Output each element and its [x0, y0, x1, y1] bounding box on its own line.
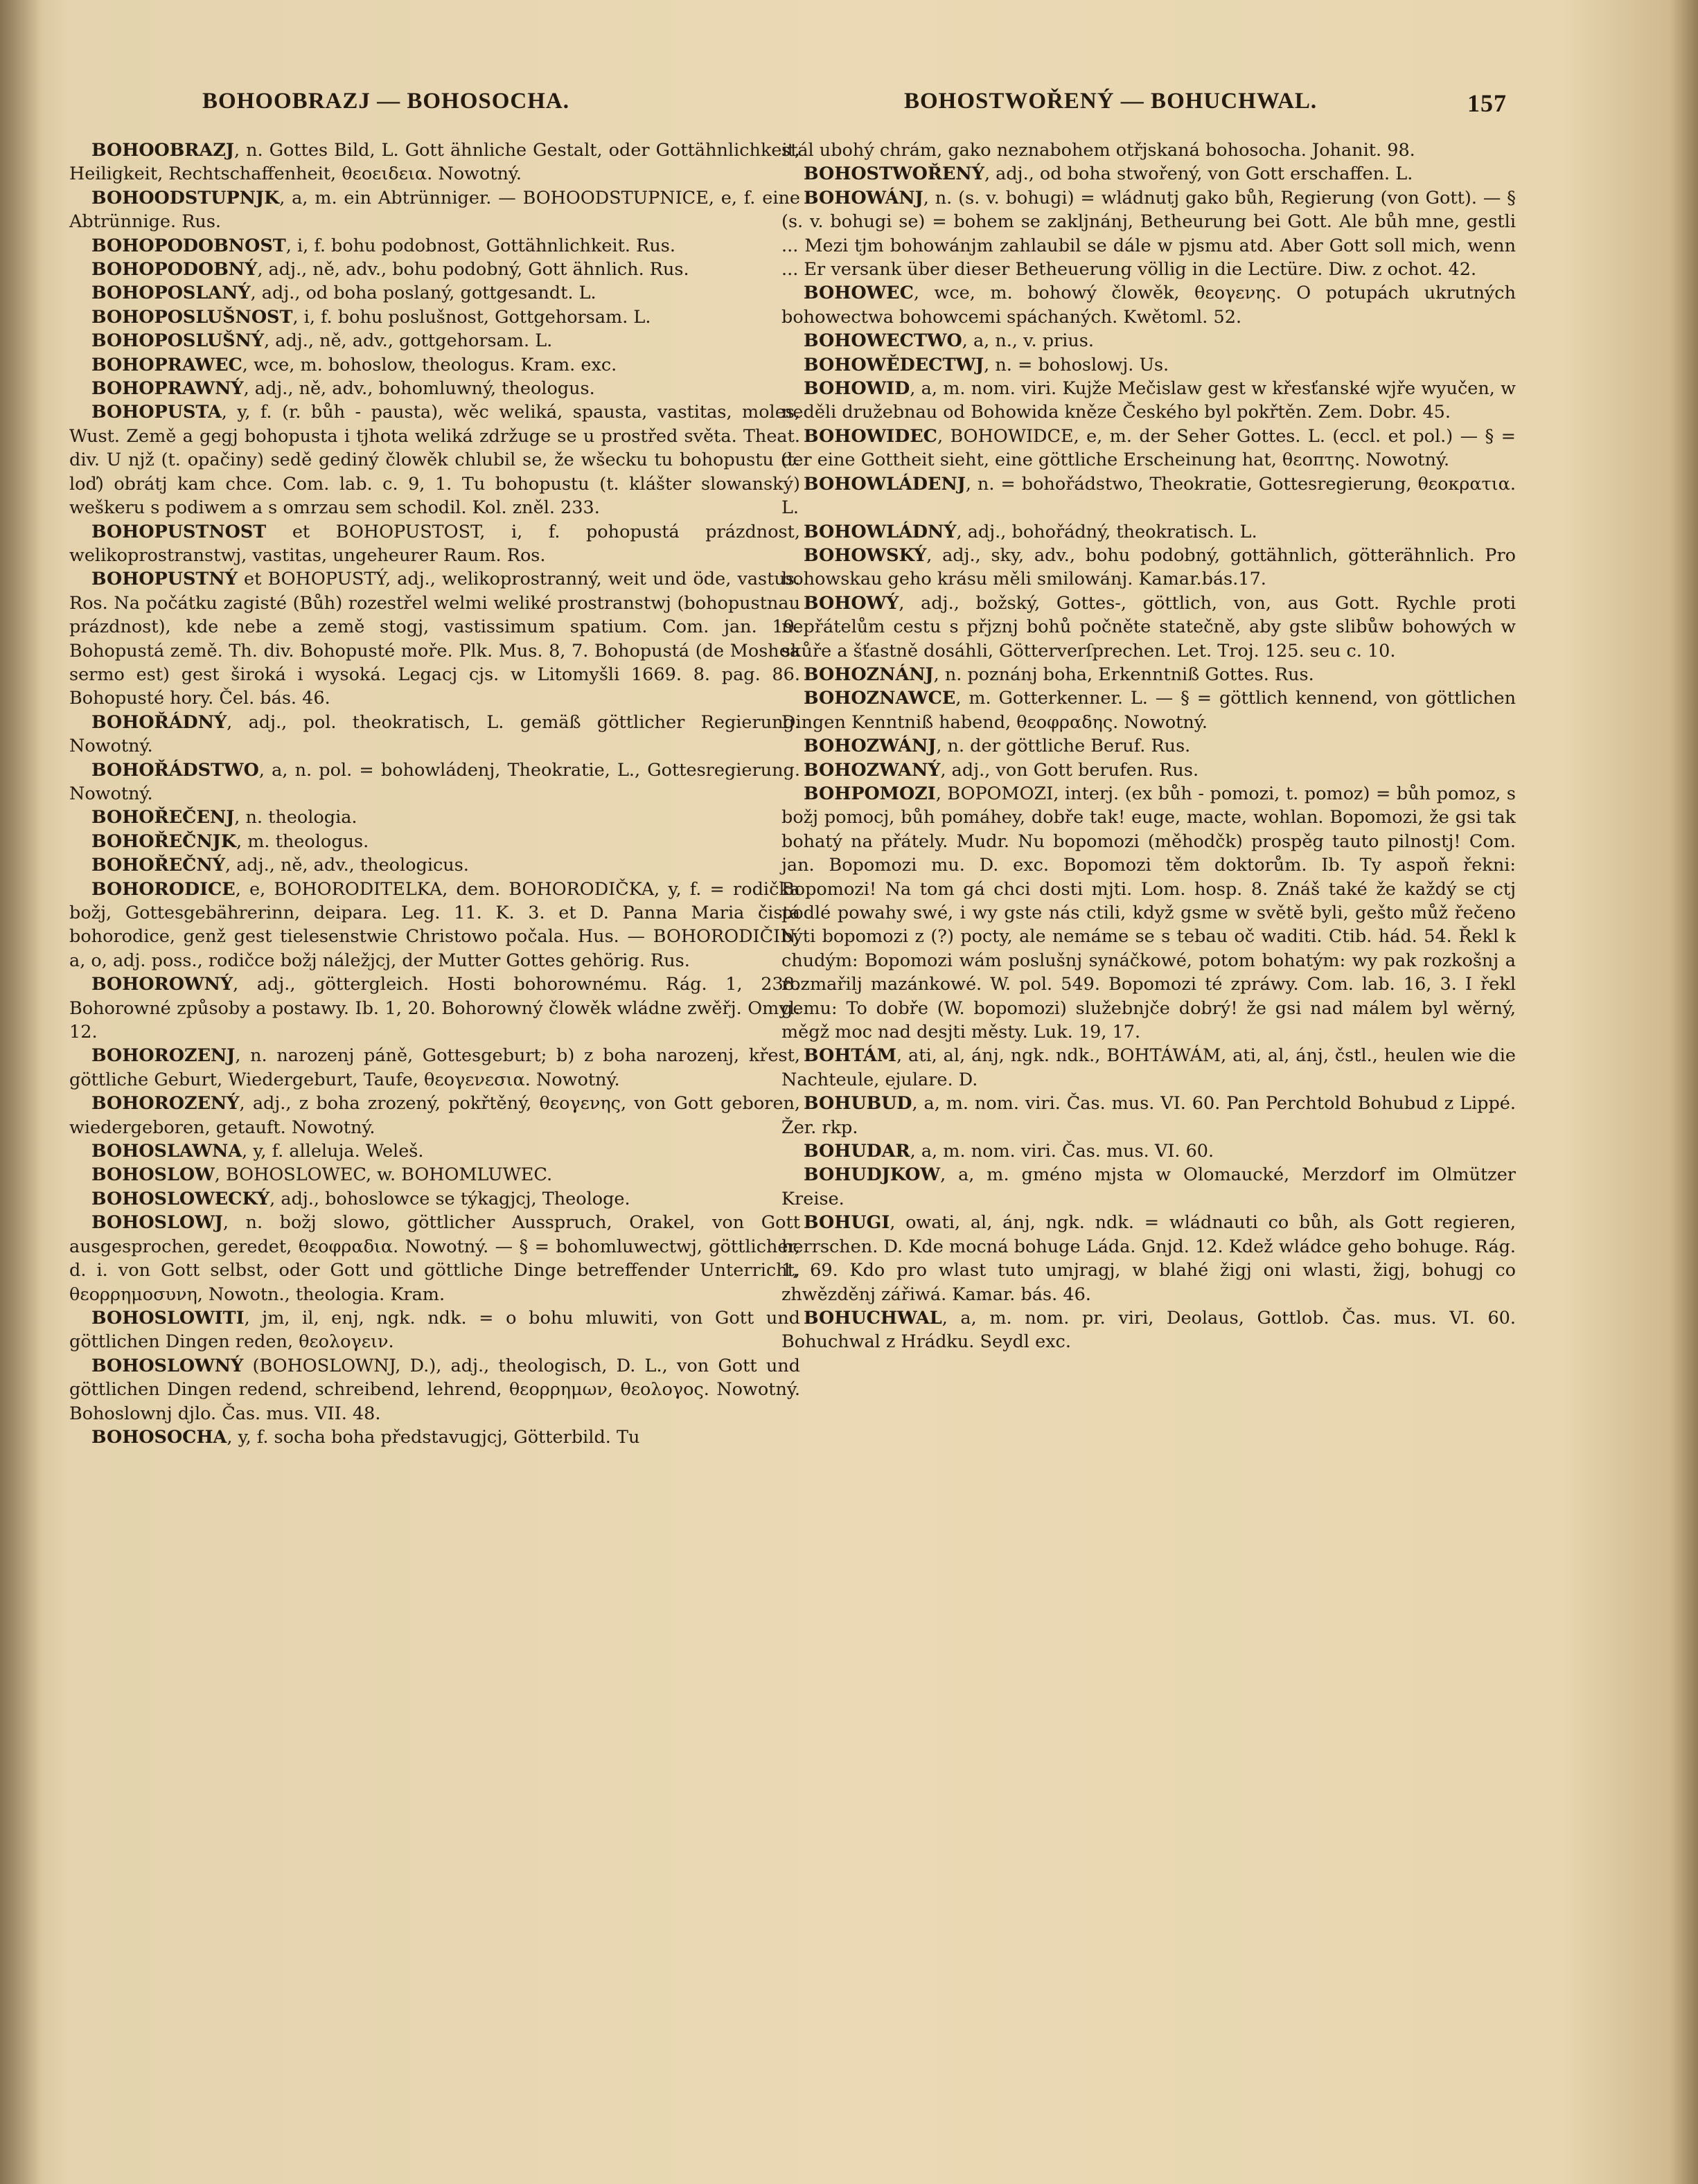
- entry-body: , adj., od boha poslaný, gottgesandt. L.: [250, 283, 596, 304]
- dictionary-entry: [69, 400, 800, 520]
- entry-body: , wce, m. bohoslow, theologus. Kram. exc.: [242, 354, 617, 375]
- entry-body: , a, n., v. prius.: [962, 330, 1094, 352]
- entry-body: , a, m. ein Abtrünniger. — BOHOODSTUPNICE, e, f. eine Abtrünnige. Rus.: [69, 187, 800, 233]
- dictionary-entry: [781, 162, 1516, 186]
- entry-body: , n. = bohoslowj. Us.: [984, 354, 1169, 375]
- dictionary-entry: [781, 592, 1516, 663]
- dictionary-entry: [781, 281, 1516, 329]
- entry-headword: BOHOPUSTA: [91, 402, 222, 423]
- dictionary-entry: [69, 830, 800, 853]
- entry-body: , adj., göttergleich. Hosti bohorownému. Rág. 1, 238. Bohorowné způsoby a postawy. Ib. 1, 20. Bohorowný člowěk wládne zwěřj. Omyl. 12.: [69, 974, 800, 1043]
- entry-body: , i, f. bohu podobnost, Gottähnlichkeit. Rus.: [285, 235, 675, 256]
- dictionary-entry: [69, 139, 800, 186]
- dictionary-entry: [69, 281, 800, 305]
- dictionary-entry: [69, 1139, 800, 1163]
- entry-body: , e, BOHORODITELKA, dem. BOHORODIČKA, y, f. = rodička božj, Gottesgebährerinn, deipara. Leg. 11. K. 3. et D. Panna Maria čistá bohorodice, genž gest tielesenstwie Christowo počala. Hus. — BOHORODIČIN, a, o, adj. poss., rodičce božj náležjcj, der Mutter Gottes gehörig. Rus.: [69, 878, 800, 971]
- entry-headword: BOHOPOSLUŠNÝ: [91, 330, 265, 352]
- entry-body: , adj., bohoslowce se týkagjcj, Theologe.: [269, 1188, 630, 1209]
- dictionary-entry: [69, 853, 800, 877]
- entry-headword: BOHOPOSLANÝ: [91, 283, 251, 304]
- entry-headword: BOHUDJKOW: [804, 1164, 941, 1186]
- entry-headword: BOHOOBRAZJ: [91, 140, 234, 161]
- entry-body: , adj., pol. theokratisch, L. gemäß göttlicher Regierung. Nowotný.: [69, 711, 800, 757]
- entry-headword: BOHOWLÁDENJ: [804, 473, 966, 495]
- entry-headword: BOHOWÁNJ: [804, 187, 923, 208]
- dictionary-entry: [69, 567, 800, 710]
- entry-headword: BOHOŘEČNÝ: [91, 855, 225, 876]
- entry-body: , a, n. pol. = bohowládenj, Theokratie, L., Gottesregierung. Nowotný.: [69, 759, 800, 804]
- entry-headword: BOHUGI: [804, 1212, 890, 1234]
- dictionary-entry: [781, 329, 1516, 353]
- dictionary-entry: [69, 806, 800, 829]
- entry-headword: BOHOSLAWNA: [91, 1141, 242, 1162]
- entry-body: , a, m. nom. viri. Kujže Mečislaw gest w křesťanské wjře wyučen, w neděli družebnau od Bohowida kněze Českého byl pokřtěn. Zem. Dobr. 45.: [781, 378, 1516, 423]
- entry-body: , adj., bohořádný, theokratisch. L.: [956, 521, 1257, 542]
- entry-headword: BOHOŘÁDNÝ: [91, 711, 227, 733]
- entry-headword: BOHOPUSTNOST: [91, 521, 267, 542]
- entry-headword: BOHOWĚDECTWJ: [804, 354, 984, 375]
- entry-body: et BOHOPUSTÝ, adj., welikoprostranný, weit und öde, vastus. Ros. Na počátku zagisté (Bůh) rozestřel welmi weliké prostranstwj (bohopustnau prázdnost), kde nebe a země stogj, vastissimum spatium. Com. jan. 19. Bohopustá země. Th. div. Bohopusté moře. Plk. Mus. 8, 7. Bohopustá (de Moshea sermo est) gest široká i wysoká. Legacj cjs. w Litomyšli 1669. 8. pag. 86. Bohopusté hory. Čel. bás. 46.: [69, 569, 800, 709]
- entry-body: , a, m. nom. pr. viri, Deolaus, Gottlob. Čas. mus. VI. 60. Bohuchwal z Hrádku. Seydl exc.: [781, 1307, 1516, 1353]
- dictionary-entry: [781, 472, 1516, 520]
- dictionary-entry: [781, 1092, 1516, 1139]
- entry-body: , n. (s. v. bohugi) = wládnutj gako bůh, Regierung (von Gott). — § (s. v. bohugi se) = bohem se zakljnánj, Betheurung bei Gott. Ale bůh mne, gestli ... Mezi tjm bohowánjm zahlaubil se dále w pjsmu atd. Aber Gott soll mich, wenn ... Er versank über dieser Betheuerung völlig in die Lectüre. Diw. z ochot. 42.: [781, 187, 1516, 281]
- entry-headword: BOHOSLOWECKÝ: [91, 1188, 270, 1209]
- entry-headword: BOHOPODOBNOST: [91, 235, 286, 256]
- entry-headword: BOHOPUSTNÝ: [91, 569, 238, 590]
- dictionary-entry: [69, 1306, 800, 1354]
- dictionary-entry: [69, 329, 800, 353]
- entry-body: , a, m. nom. viri. Čas. mus. VI. 60.: [910, 1141, 1214, 1162]
- entry-body: , owati, al, ánj, ngk. ndk. = wládnauti co bůh, als Gott regieren, herrschen. D. Kde mocná bohuge Láda. Gnjd. 12. Kdež wládce geho bohuge. Rág. 1, 69. Kdo pro wlast tuto umjragj, w blahé žigj oni wlasti, žigj, bohugj co zhwězděnj zářiwá. Kamar. bás. 46.: [781, 1212, 1516, 1305]
- entry-headword: BOHOWSKÝ: [804, 544, 927, 566]
- entry-body: , adj., božský, Gottes-, göttlich, von, aus Gott. Rychle proti nepřátelům cestu s přjznj bohů počněte statečně, aby gste slibůw bohowých w skůře a šťastně dosáhli, Götterverſprechen. Let. Troj. 125. seu c. 10.: [781, 592, 1516, 662]
- dictionary-entry: [69, 353, 800, 377]
- entry-headword: BOHOSLOWITI: [91, 1307, 245, 1329]
- entry-body: (BOHOSLOWNJ, D.), adj., theologisch, D. L., von Gott und göttlichen Dingen redend, schreibend, lehrend, θεορρημων, θεολογος. Nowotný. Bohoslownj djlo. Čas. mus. VII. 48.: [69, 1355, 800, 1424]
- entry-body: , wce, m. bohowý člowěk, θεογενης. O potupách ukrutných bohowectwa bohowcemi spáchaných. Kwětoml. 52.: [781, 283, 1516, 328]
- left-column: [69, 139, 800, 1449]
- entry-body: , BOHOSLOWEC, w. BOHOMLUWEC.: [214, 1164, 553, 1186]
- page-gutter-shadow: [0, 0, 42, 2184]
- dictionary-entry: [781, 663, 1516, 686]
- dictionary-entry: [69, 1354, 800, 1426]
- entry-headword: BOHOWECTWO: [804, 330, 962, 352]
- entry-body: , adj., ně, adv., gottgehorsam. L.: [264, 330, 553, 352]
- entry-body: , adj., od boha stwořený, von Gott erschaffen. L.: [984, 163, 1413, 185]
- running-head-right: BOHOSTWOŘENÝ — BOHUCHWAL.: [904, 89, 1318, 114]
- dictionary-entry: [69, 1092, 800, 1139]
- entry-body: et BOHOPUSTOST, i, f. pohopustá prázdnost, welikoprostranstwj, vastitas, ungeheurer Raum. Ros.: [69, 521, 800, 566]
- entry-headword: BOHORODICE: [91, 878, 236, 900]
- entry-headword: BOHOSLOW: [91, 1164, 215, 1186]
- dictionary-entry: [69, 1163, 800, 1187]
- dictionary-entry: [69, 305, 800, 329]
- dictionary-entry: [781, 353, 1516, 377]
- entry-headword: BOHOSOCHA: [91, 1426, 227, 1448]
- entry-headword: BOHOWÝ: [804, 592, 899, 614]
- entry-body: , n. Gottes Bild, L. Gott ähnliche Gestalt, oder Gottähnlichkeit, Heiligkeit, Rechtschaffenheit, θεοειδεια. Nowotný.: [69, 140, 800, 185]
- entry-body: , m. theologus.: [236, 831, 369, 852]
- entry-body: , adj., z boha zrozený, pokřtěný, θεογενης, von Gott geboren, wiedergeboren, getauft. Nowotný.: [69, 1093, 800, 1138]
- dictionary-entry: [69, 878, 800, 973]
- entry-headword: BOHOSLOWNÝ: [91, 1355, 244, 1376]
- dictionary-entry: [781, 1163, 1516, 1211]
- dictionary-entry: [69, 258, 800, 281]
- entry-headword: BOHOPRAWEC: [91, 354, 242, 375]
- dictionary-entry: [781, 782, 1516, 1044]
- entry-headword: BOHOZNAWCE: [804, 688, 956, 709]
- entry-body: , y, f. socha boha představugjcj, Götterbild. Tu: [227, 1426, 640, 1448]
- entry-headword: BOHOZNÁNJ: [804, 664, 934, 685]
- entry-body: , adj., ně, adv., bohu podobný, Gott ähnlich. Rus.: [257, 259, 689, 281]
- dictionary-entry: [69, 520, 800, 568]
- entry-body: , jm, il, enj, ngk. ndk. = o bohu mluwiti, von Gott und göttlichen Dingen reden, θεολογειν.: [69, 1307, 800, 1353]
- entry-headword: BOHOŘÁDSTWO: [91, 759, 259, 781]
- entry-body: , adj., von Gott berufen. Rus.: [940, 759, 1199, 781]
- entry-headword: BOHOROZENÝ: [91, 1093, 240, 1115]
- entry-headword: BOHOWIDEC: [804, 425, 937, 447]
- entry-body: stál ubohý chrám, gako neznabohem otřjskaná bohosocha. Johanit. 98.: [781, 140, 1415, 161]
- dictionary-entry: [781, 425, 1516, 472]
- entry-headword: BOHOROZENJ: [91, 1045, 236, 1067]
- page-number: 157: [1467, 89, 1507, 117]
- entry-headword: BOHUCHWAL: [804, 1307, 942, 1329]
- dictionary-entry: [69, 1187, 800, 1211]
- dictionary-entry: [781, 186, 1516, 282]
- entry-headword: BOHOŘEČENJ: [91, 807, 235, 828]
- entry-headword: BOHTÁM: [804, 1045, 896, 1067]
- entry-body: , y, f. alleluja. Weleš.: [242, 1141, 424, 1162]
- entry-body: , n. narozenj páně, Gottesgeburt; b) z boha narozenj, křest, göttliche Geburt, Wiedergeburt, Taufe, θεογενεσια. Nowotný.: [69, 1045, 800, 1090]
- dictionary-entry: [781, 1139, 1516, 1163]
- entry-body: , adj., ně, adv., theologicus.: [224, 855, 469, 876]
- entry-headword: BOHOZWANÝ: [804, 759, 941, 781]
- right-column: [781, 139, 1516, 1354]
- entry-headword: BOHOWEC: [804, 283, 914, 304]
- dictionary-entry: [69, 973, 800, 1044]
- dictionary-entry: [781, 1044, 1516, 1092]
- entry-headword: BOHOWID: [804, 378, 910, 400]
- entry-body: , n. poznánj boha, Erkenntniß Gottes. Rus.: [933, 664, 1314, 685]
- dictionary-entry: [69, 758, 800, 806]
- entry-body: , m. Gotterkenner. L. — § = göttlich kennend, von göttlichen Dingen Kenntniß habend, θεοφραδης. Nowotný.: [781, 688, 1516, 733]
- entry-headword: BOHOWLÁDNÝ: [804, 521, 957, 542]
- entry-headword: BOHOPODOBNÝ: [91, 259, 258, 281]
- entry-headword: BOHUDAR: [804, 1141, 910, 1162]
- entry-body: , n. theologia.: [234, 807, 357, 828]
- dictionary-entry: [781, 1306, 1516, 1354]
- entry-headword: BOHPOMOZI: [804, 783, 936, 804]
- entry-body: , n. der göttliche Beruf. Rus.: [936, 736, 1191, 757]
- entry-body: , a, m. gméno mjsta w Olomaucké, Merzdorf im Olmützer Kreise.: [781, 1164, 1516, 1209]
- entry-headword: BOHOPRAWNÝ: [91, 378, 244, 400]
- dictionary-entry: [69, 234, 800, 258]
- entry-body: , ati, al, ánj, ngk. ndk., BOHTÁWÁM, ati, al, ánj, čstl., heulen wie die Nachteule, ejulare. D.: [781, 1045, 1516, 1090]
- entry-body: , adj., ně, adv., bohomluwný, theologus.: [243, 378, 595, 400]
- dictionary-entry: [781, 1211, 1516, 1306]
- entry-headword: BOHOSLOWJ: [91, 1212, 223, 1234]
- dictionary-entry: [69, 711, 800, 758]
- entry-body: , a, m. nom. viri. Čas. mus. VI. 60. Pan Perchtold Bohubud z Lippé. Žer. rkp.: [781, 1093, 1516, 1138]
- entry-headword: BOHOŘEČNJK: [91, 831, 237, 852]
- entry-headword: BOHUBUD: [804, 1093, 912, 1115]
- entry-headword: BOHOZWÁNJ: [804, 736, 937, 757]
- dictionary-entry: [69, 377, 800, 400]
- dictionary-entry: [781, 377, 1516, 425]
- entry-body: , BOPOMOZI, interj. (ex bůh - pomozi, t. pomoz) = bůh pomoz, s božj pomocj, bůh pomáhey, dobře tak! euge, macte, wohlan. Bopomozi, že gsi tak bohatý na přátely. Mudr. Nu bopomozi (měhodčk) prospěg tauto pilnostj! Com. jan. Bopomozi mu. D. exc. Bopomozi těm doktorům. Ib. Ty aspoň řekni: Bopomozi! Na tom gá chci dosti mjti. Lom. hosp. 8. Znáš také že každý se ctj podlé powahy swé, i wy gste nás ctili, když gsme w světě byli, gešto můž řečeno býti bopomozi z (?) pocty, ale nemáme se s tebau oč waditi. Ctib. hád. 54. Řekl k chudým: Bopomozi wám poslušnj synáčkowé, potom bohatým: wy pak rozkošnj a rozmařilj mazánkowé. W. pol. 549. Bopomozi té zpráwy. Com. lab. 16, 3. I řekl gemu: To dobře (W. bopomozi) služebnjče dobrý! že gsi nad málem byl wěrný, měgž moc nad desjti městy. Luk. 19, 17.: [781, 783, 1516, 1043]
- dictionary-entry: [781, 520, 1516, 544]
- dictionary-entry: [781, 758, 1516, 782]
- dictionary-entry: [781, 734, 1516, 758]
- entry-body: , n. = bohořádstwo, Theokratie, Gottesregierung, θεοκρατια. L.: [781, 473, 1516, 519]
- dictionary-entry: [69, 1044, 800, 1092]
- dictionary-entry: [69, 186, 800, 234]
- dictionary-entry: [69, 1211, 800, 1306]
- entry-body: , n. božj slowo, göttlicher Ausspruch, Orakel, von Gott ausgesprochen, geredet, θεοφραδια. Nowotný. — § = bohomluwectwj, göttlicher, d. i. von Gott selbst, oder Gott und göttliche Dinge betreffender Unterricht, θεορρημοσυνη, Nowotn., theologia. Kram.: [69, 1212, 800, 1305]
- page-edge-shadow: [1670, 0, 1698, 2184]
- entry-headword: BOHOODSTUPNJK: [91, 187, 280, 208]
- entry-body: , adj., sky, adv., bohu podobný, gottähnlich, götterähnlich. Pro bohowskau geho krásu měli smilowánj. Kamar.bás.17.: [781, 544, 1516, 590]
- entry-headword: BOHOPOSLUŠNOST: [91, 306, 293, 328]
- entry-body: , i, f. bohu poslušnost, Gottgehorsam. L.: [292, 306, 651, 328]
- dictionary-entry: [69, 1426, 800, 1449]
- entry-body: , y, f. (r. bůh - pausta), wěc weliká, spausta, vastitas, moles, Wust. Země a gegj bohopusta i tjhota weliká zdržuge se u prostřed světa. Theat. div. U njž (t. opačiny) sedě gediný člowěk chlubil se, že wšecku tu bohopustu (t. loď) obrátj kam chce. Com. lab. c. 9, 1. Tu bohopustu (t. klášter slowanský) weškeru s podiwem a s omrzau sem schodil. Kol. zněl. 233.: [69, 402, 800, 519]
- entry-headword: BOHOROWNÝ: [91, 974, 233, 995]
- entry-body: , BOHOWIDCE, e, m. der Seher Gottes. L. (eccl. et pol.) — § = der eine Gottheit sieht, eine göttliche Erscheinung hat, θεοπτης. Nowotný.: [781, 425, 1516, 471]
- dictionary-entry: [781, 686, 1516, 734]
- dictionary-entry: [781, 139, 1516, 162]
- running-head-left: BOHOOBRAZJ — BOHOSOCHA.: [202, 89, 569, 114]
- dictionary-entry: [781, 544, 1516, 592]
- entry-headword: BOHOSTWOŘENÝ: [804, 163, 984, 185]
